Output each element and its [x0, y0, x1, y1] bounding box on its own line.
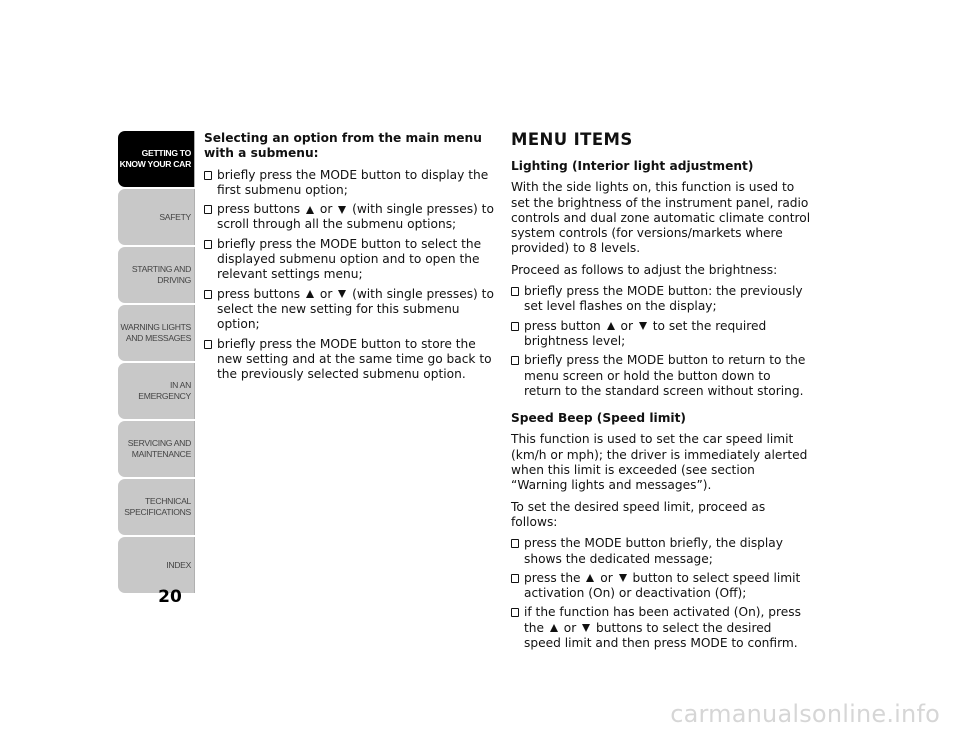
list-item — [511, 571, 811, 602]
list-item-text: to set the required brightness level; — [524, 318, 767, 348]
list-item — [511, 536, 811, 567]
down-arrow-icon — [639, 322, 647, 330]
tab-label: STARTING AND DRIVING — [131, 264, 191, 285]
list-item-text: press buttons — [217, 202, 304, 217]
list-item-text: or — [315, 202, 337, 217]
lighting-description: With the side lights on, this function is used to set the brightness of the instrument panel, radio controls and dual zone automatic climate control system controls (for versions/markets where provided) to 8 levels. — [511, 180, 811, 256]
speed-beep-steps-list — [511, 536, 811, 651]
submenu-intro: Selecting an option from the main menu with a submenu: — [204, 131, 482, 161]
list-item-text: buttons to select the desired speed limit and then press MODE to confirm. — [524, 620, 798, 651]
list-item-text: or — [616, 318, 637, 333]
tab-getting-to-know-your-car[interactable] — [118, 131, 195, 187]
list-item-text: (with single presses) to scroll through all the submenu options; — [217, 202, 494, 232]
list-item-text: briefly press the MODE button: the previously set level flashes on the display; — [524, 284, 803, 314]
list-item — [204, 168, 494, 199]
tab-label: INDEX — [166, 559, 191, 570]
list-item — [204, 287, 494, 333]
up-arrow-icon — [586, 574, 594, 582]
tab-technical-specifications[interactable] — [118, 479, 195, 535]
speed-beep-description: This function is used to set the car speed limit (km/h or mph); the driver is immediately alerted when this limit is exceeded (see section “Warning lights and messages”). — [511, 432, 808, 493]
down-arrow-icon — [582, 624, 590, 632]
tab-label: SERVICING AND MAINTENANCE — [127, 438, 191, 459]
down-arrow-icon — [619, 574, 627, 582]
list-item-text: briefly press the MODE button to store the new setting and at the same time go back to the previously selected submenu option. — [217, 336, 492, 382]
tab-label: IN AN EMERGENCY — [138, 380, 191, 401]
list-item-text: press button — [524, 318, 605, 333]
tab-warning-lights-and-messages[interactable] — [118, 305, 195, 361]
lighting-steps-list — [511, 284, 811, 399]
down-arrow-icon — [338, 206, 346, 214]
up-arrow-icon — [607, 322, 615, 330]
list-item-text: press the MODE button briefly, the display shows the dedicated message; — [524, 536, 783, 566]
tab-servicing-and-maintenance[interactable] — [118, 421, 195, 477]
list-item-text: or — [559, 620, 581, 635]
list-item-text: or — [596, 570, 617, 585]
list-item-text: if the function has been activated (On), press the — [524, 605, 801, 635]
tab-label: WARNING LIGHTS AND MESSAGES — [120, 322, 191, 343]
lighting-title: Lighting (Interior light adjustment) — [511, 159, 754, 173]
tab-index[interactable] — [118, 537, 195, 593]
lighting-proceed: Proceed as follows to adjust the brightness: — [511, 262, 778, 277]
list-item-text: button to select speed limit activation (On) or deactivation (Off); — [524, 570, 801, 601]
down-arrow-icon — [338, 290, 346, 298]
list-item-text: or — [315, 286, 337, 301]
list-item — [204, 237, 494, 283]
tab-label: TECHNICAL SPECIFICATIONS — [124, 496, 191, 517]
left-column — [204, 131, 494, 388]
list-item-text: press buttons — [217, 286, 304, 301]
list-item — [511, 319, 811, 350]
tab-safety[interactable] — [118, 189, 195, 245]
speed-beep-title: Speed Beep (Speed limit) — [511, 411, 686, 426]
up-arrow-icon — [306, 290, 314, 298]
up-arrow-icon — [306, 206, 314, 214]
right-column — [511, 131, 811, 657]
tab-in-an-emergency[interactable] — [118, 363, 195, 419]
tab-label: GETTING TO KNOW YOUR CAR — [119, 148, 191, 169]
submenu-steps-list — [204, 168, 494, 383]
watermark: carmanualsonline.info — [670, 700, 940, 728]
tab-label: SAFETY — [159, 211, 191, 222]
page-number: 20 — [158, 587, 182, 607]
list-item — [511, 353, 811, 399]
list-item — [511, 284, 811, 315]
tab-starting-and-driving[interactable] — [118, 247, 195, 303]
list-item-text: briefly press the MODE button to display the first submenu option; — [217, 167, 489, 197]
list-item-text: briefly press the MODE button to return to the menu screen or hold the button down to return to the standard screen without storing. — [524, 353, 806, 398]
list-item-text: press the — [524, 570, 585, 585]
speed-beep-proceed: To set the desired speed limit, proceed as follows: — [511, 499, 766, 529]
list-item-text: briefly press the MODE button to select the displayed submenu option and to open the relevant settings menu; — [217, 236, 482, 282]
list-item — [511, 605, 811, 651]
menu-items-heading: MENU ITEMS — [511, 130, 633, 149]
up-arrow-icon — [550, 624, 558, 632]
list-item — [204, 337, 494, 383]
list-item — [204, 202, 494, 233]
list-item-text: (with single presses) to select the new setting for this submenu option; — [217, 286, 494, 332]
